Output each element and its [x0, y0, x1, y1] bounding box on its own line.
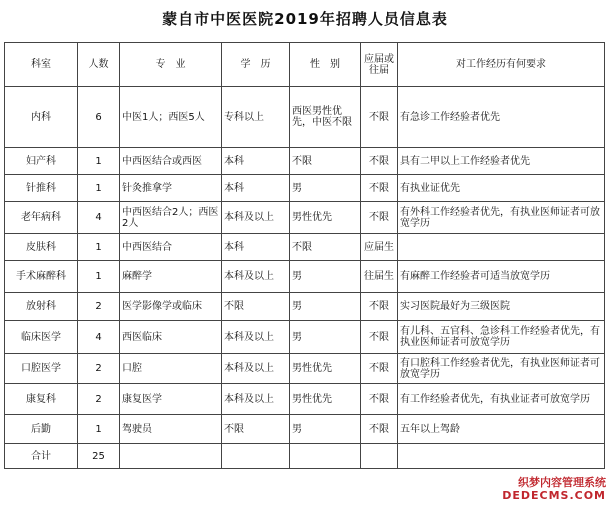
cell-gender: 西医男性优先，中医不限	[290, 87, 361, 148]
cell-major: 口腔	[120, 354, 222, 384]
table-row	[5, 202, 605, 234]
table-row	[5, 321, 605, 354]
cell-count: 1	[78, 234, 120, 261]
cell-dept: 口腔医学	[5, 354, 78, 384]
cell-dept: 康复科	[5, 384, 78, 415]
cell-req: 五年以上驾龄	[398, 415, 605, 444]
header-dept: 科室	[5, 43, 78, 87]
cell-major: 驾驶员	[120, 415, 222, 444]
cell-major: 中西医结合2人；西医2人	[120, 202, 222, 234]
cell-gender: 男	[290, 261, 361, 293]
cell-count: 1	[78, 261, 120, 293]
cell-dept: 内科	[5, 87, 78, 148]
table-row	[5, 148, 605, 175]
header-gender: 性 别	[290, 43, 361, 87]
cell-gender: 男性优先	[290, 202, 361, 234]
cell-edu: 本科	[222, 148, 290, 175]
cell-fresh: 不限	[361, 293, 398, 321]
cell-req: 有儿科、五官科、急诊科工作经验者优先，有执业医师证者可放宽学历	[398, 321, 605, 354]
cell-major: 医学影像学或临床	[120, 293, 222, 321]
table-row	[5, 384, 605, 415]
header-major: 专 业	[120, 43, 222, 87]
watermark	[502, 476, 606, 502]
watermark-line2: DEDECMS.COM	[502, 489, 606, 502]
empty-cell	[398, 444, 605, 469]
cell-fresh: 应届生	[361, 234, 398, 261]
cell-fresh: 不限	[361, 415, 398, 444]
cell-count: 2	[78, 354, 120, 384]
cell-edu: 本科及以上	[222, 354, 290, 384]
cell-edu: 本科及以上	[222, 321, 290, 354]
table-row	[5, 354, 605, 384]
cell-gender: 男	[290, 175, 361, 202]
cell-fresh: 不限	[361, 202, 398, 234]
cell-edu: 本科及以上	[222, 261, 290, 293]
cell-req: 有口腔科工作经验者优先，有执业医师证者可放宽学历	[398, 354, 605, 384]
header-req: 对工作经历有何要求	[398, 43, 605, 87]
cell-edu: 本科及以上	[222, 202, 290, 234]
header-fresh: 应届或往届	[361, 43, 398, 87]
total-row	[5, 444, 605, 469]
cell-req: 有麻醉工作经验者可适当放宽学历	[398, 261, 605, 293]
cell-count: 2	[78, 384, 120, 415]
cell-count: 6	[78, 87, 120, 148]
cell-dept: 皮肤科	[5, 234, 78, 261]
cell-req: 具有二甲以上工作经验者优先	[398, 148, 605, 175]
cell-fresh: 不限	[361, 175, 398, 202]
cell-count: 1	[78, 415, 120, 444]
cell-major: 中西医结合或西医	[120, 148, 222, 175]
total-label: 合计	[5, 444, 78, 469]
cell-fresh: 不限	[361, 354, 398, 384]
table-row	[5, 293, 605, 321]
table-row	[5, 415, 605, 444]
cell-edu: 本科及以上	[222, 384, 290, 415]
cell-req: 有执业证优先	[398, 175, 605, 202]
cell-dept: 后勤	[5, 415, 78, 444]
cell-gender: 不限	[290, 234, 361, 261]
cell-major: 中西医结合	[120, 234, 222, 261]
table-row	[5, 261, 605, 293]
cell-gender: 男性优先	[290, 354, 361, 384]
cell-gender: 男	[290, 415, 361, 444]
table-row	[5, 234, 605, 261]
cell-gender: 不限	[290, 148, 361, 175]
page-title: 蒙自市中医医院2019年招聘人员信息表	[162, 10, 448, 28]
header-row	[5, 43, 605, 87]
header-count: 人数	[78, 43, 120, 87]
header-edu: 学 历	[222, 43, 290, 87]
empty-cell	[222, 444, 290, 469]
cell-dept: 妇产科	[5, 148, 78, 175]
empty-cell	[290, 444, 361, 469]
cell-dept: 临床医学	[5, 321, 78, 354]
cell-edu: 本科	[222, 234, 290, 261]
cell-major: 中医1人；西医5人	[120, 87, 222, 148]
total-count: 25	[78, 444, 120, 469]
cell-gender: 男	[290, 321, 361, 354]
cell-fresh: 不限	[361, 321, 398, 354]
cell-fresh: 不限	[361, 87, 398, 148]
cell-dept: 老年病科	[5, 202, 78, 234]
cell-major: 康复医学	[120, 384, 222, 415]
cell-dept: 放射科	[5, 293, 78, 321]
cell-major: 西医临床	[120, 321, 222, 354]
cell-count: 4	[78, 321, 120, 354]
cell-count: 1	[78, 148, 120, 175]
cell-major: 麻醉学	[120, 261, 222, 293]
cell-req	[398, 234, 605, 261]
cell-edu: 不限	[222, 293, 290, 321]
cell-req: 实习医院最好为三级医院	[398, 293, 605, 321]
cell-req: 有外科工作经验者优先，有执业医师证者可放宽学历	[398, 202, 605, 234]
cell-count: 2	[78, 293, 120, 321]
cell-dept: 针推科	[5, 175, 78, 202]
cell-edu: 本科	[222, 175, 290, 202]
cell-count: 4	[78, 202, 120, 234]
cell-fresh: 不限	[361, 148, 398, 175]
table-row	[5, 87, 605, 148]
cell-edu: 不限	[222, 415, 290, 444]
cell-gender: 男	[290, 293, 361, 321]
recruitment-table	[4, 42, 605, 469]
empty-cell	[120, 444, 222, 469]
cell-req: 有急诊工作经验者优先	[398, 87, 605, 148]
cell-fresh: 往届生	[361, 261, 398, 293]
cell-edu: 专科以上	[222, 87, 290, 148]
cell-count: 1	[78, 175, 120, 202]
cell-dept: 手术麻醉科	[5, 261, 78, 293]
empty-cell	[361, 444, 398, 469]
table-row	[5, 175, 605, 202]
watermark-line1: 织梦内容管理系统	[518, 476, 606, 489]
cell-fresh: 不限	[361, 384, 398, 415]
cell-major: 针灸推拿学	[120, 175, 222, 202]
cell-req: 有工作经验者优先，有执业证者可放宽学历	[398, 384, 605, 415]
cell-gender: 男性优先	[290, 384, 361, 415]
